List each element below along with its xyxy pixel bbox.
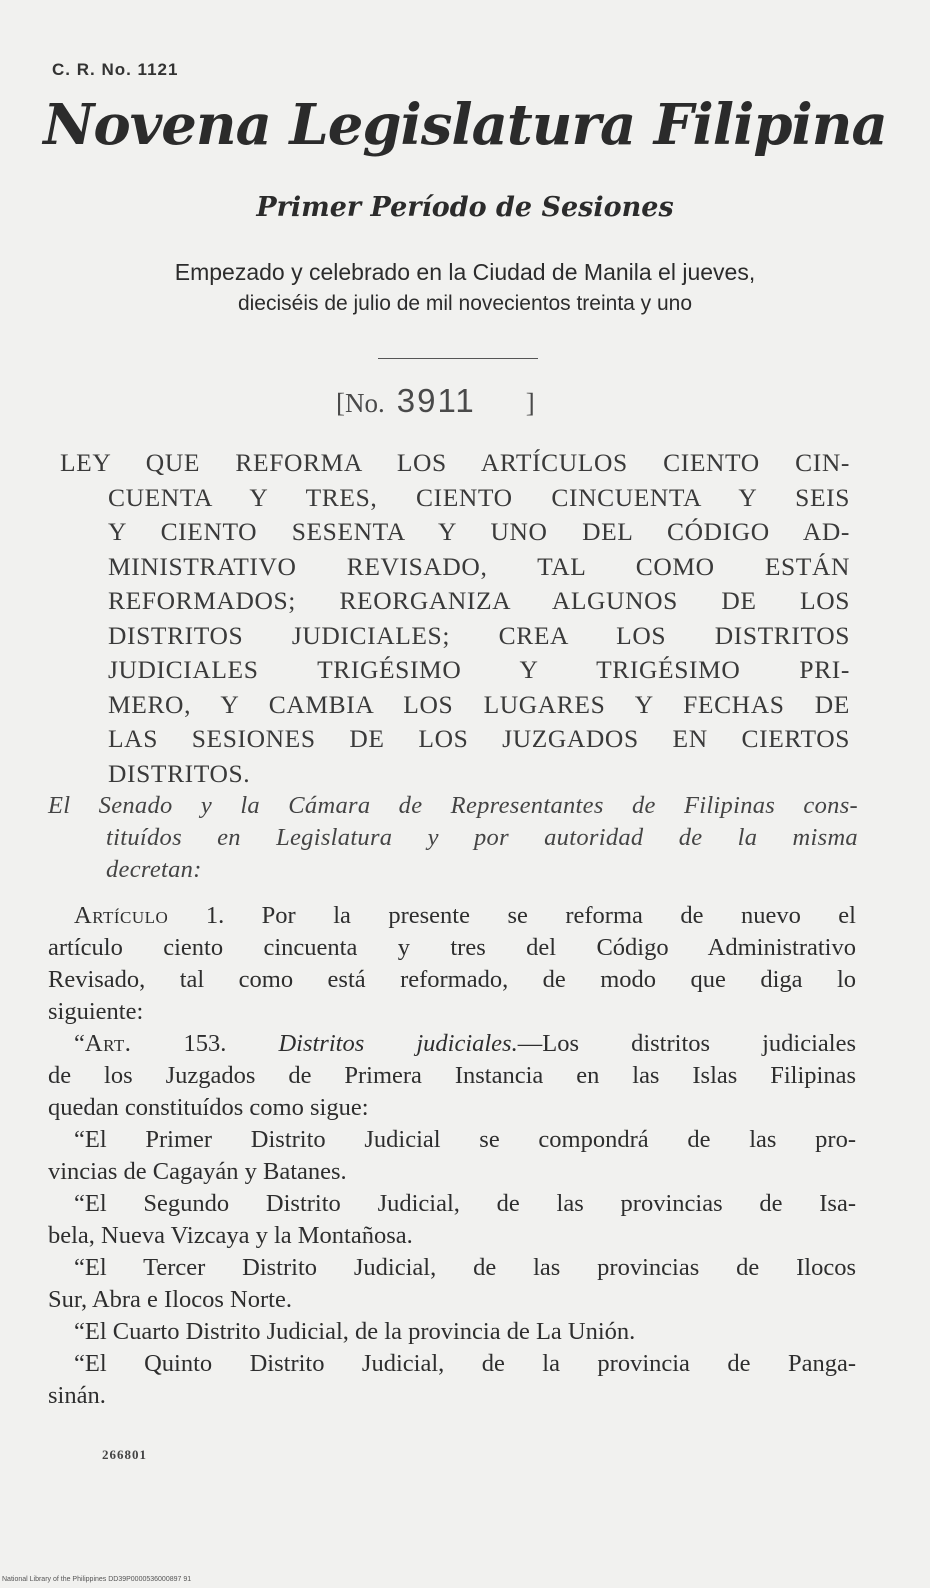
article-label: Artículo xyxy=(74,902,169,929)
district-line: “El Primer Distrito Judicial se compondrá de las pro- xyxy=(74,1126,856,1153)
enacting-line: El Senado y la Cámara de Representantes de Filipinas cons- xyxy=(48,792,858,819)
district-line: sinán. xyxy=(48,1382,106,1409)
bill-number-value: 3911 xyxy=(396,382,476,419)
session-info xyxy=(60,257,870,319)
law-title-line: JUDICIALES TRIGÉSIMO Y TRIGÉSIMO PRI- xyxy=(108,655,850,684)
law-title-line: LAS SESIONES DE LOS JUZGADOS EN CIERTOS xyxy=(108,724,850,753)
law-title-line: LEY QUE REFORMA LOS ARTÍCULOS CIENTO CIN- xyxy=(60,448,850,477)
article-1-line xyxy=(48,900,856,932)
law-title-line: CUENTA Y TRES, CIENTO CINCUENTA Y SEIS xyxy=(108,482,850,512)
law-title-line: MINISTRATIVO REVISADO, TAL COMO ESTÁN xyxy=(108,551,850,581)
bill-number xyxy=(336,382,535,420)
district-line: “El Segundo Distrito Judicial, de las provincias de Isa- xyxy=(74,1190,856,1217)
cr-number: C. R. No. 1121 xyxy=(52,60,179,79)
session-period-subtitle: Primer Período de Sesiones xyxy=(256,192,674,223)
bill-number-close: ] xyxy=(525,388,535,418)
art-153-line: quedan constituídos como sigue: xyxy=(48,1094,369,1121)
law-title-line: DISTRITOS JUDICIALES; CREA LOS DISTRITOS xyxy=(108,620,850,650)
law-title-line: DISTRITOS. xyxy=(108,758,251,788)
art-153-line xyxy=(48,1028,856,1060)
enacting-line: tituídos en Legislatura y por autoridad de la misma xyxy=(106,824,858,851)
archive-stamp: National Library of the Philippines DD39P0000536000897 91 xyxy=(2,1576,192,1583)
session-line-1: Empezado y celebrado en la Ciudad de Manila el jueves, xyxy=(174,259,756,285)
district-line: bela, Nueva Vizcaya y la Montañosa. xyxy=(48,1222,413,1249)
article-1-line: artículo ciento cincuenta y tres del Código Administrativo xyxy=(48,934,856,961)
quote-mark: “ xyxy=(74,1030,85,1057)
law-body xyxy=(48,900,856,1412)
district-line: Sur, Abra e Ilocos Norte. xyxy=(48,1286,292,1313)
art-153-line: de los Juzgados de Primera Instancia en las Islas Filipinas xyxy=(48,1062,856,1089)
law-title-line: REFORMADOS; REORGANIZA ALGUNOS DE LOS xyxy=(108,586,850,615)
district-line: vincias de Cagayán y Batanes. xyxy=(48,1158,347,1185)
art-number: 153. xyxy=(131,1030,279,1057)
separator-rule xyxy=(378,358,538,359)
article-1-text: 1. Por la presente se reforma de nuevo el xyxy=(168,902,856,929)
session-line-2: dieciséis de julio de mil novecientos treinta y uno xyxy=(237,292,693,315)
art-153-text: —Los distritos judiciales xyxy=(517,1030,857,1057)
district-line: “El Cuarto Distrito Judicial, de la provincia de La Unión. xyxy=(74,1318,636,1345)
article-1-line: Revisado, tal como está reformado, de modo que diga lo xyxy=(48,966,856,993)
law-title-line: Y CIENTO SESENTA Y UNO DEL CÓDIGO AD- xyxy=(108,517,850,546)
law-title xyxy=(60,446,850,791)
legislature-title: Novena Legislatura Filipina xyxy=(43,92,887,158)
art-heading: Distritos judiciales. xyxy=(278,1030,518,1057)
enacting-clause xyxy=(48,790,858,886)
print-number: 266801 xyxy=(102,1447,147,1462)
district-line: “El Quinto Distrito Judicial, de la provincia de Panga- xyxy=(74,1350,856,1377)
bill-number-open: [No. xyxy=(336,388,385,418)
enacting-line: decretan: xyxy=(106,856,202,883)
article-1-line: siguiente: xyxy=(48,998,144,1025)
district-line: “El Tercer Distrito Judicial, de las provincias de Ilocos xyxy=(74,1254,856,1281)
art-label: Art. xyxy=(84,1030,132,1057)
law-title-line: MERO, Y CAMBIA LOS LUGARES Y FECHAS DE xyxy=(108,689,850,719)
